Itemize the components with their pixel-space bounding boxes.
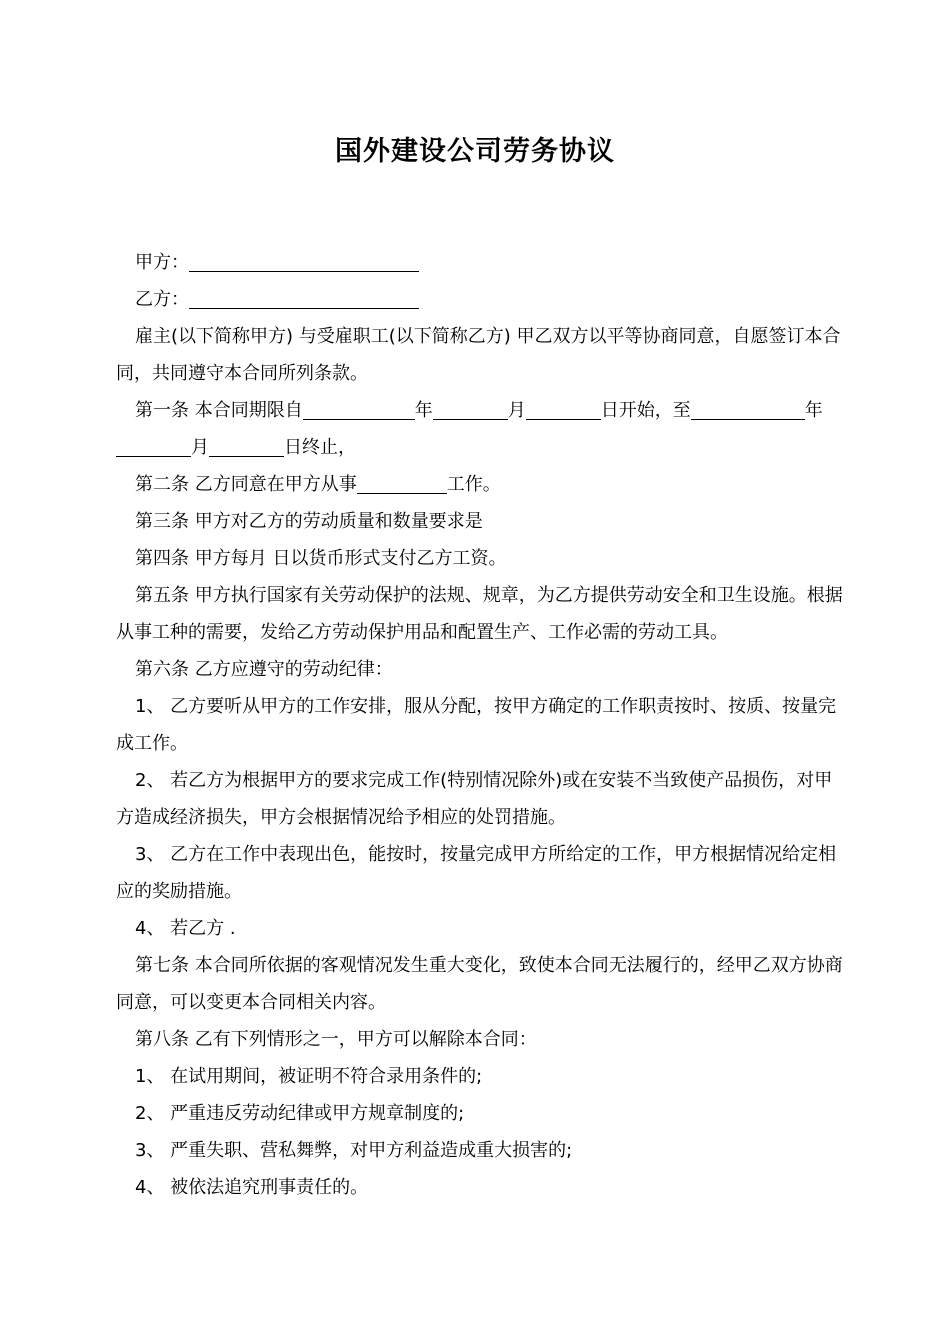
article-6-item-3: 3、 乙方在工作中表现出色，能按时，按量完成甲方所给定的工作，甲方根据情况给定相应的奖励措施。 (116, 844, 837, 902)
article-2 (116, 466, 844, 503)
article-8-item-4: 4、 被依法追究刑事责任的。 (135, 1177, 369, 1198)
article-1 (116, 392, 844, 466)
article-2-text: 第二条 乙方同意在甲方从事 (135, 474, 357, 495)
start-year-blank[interactable] (303, 397, 415, 420)
article-6: 第六条 乙方应遵守的劳动纪律： (135, 659, 393, 680)
party-b-label: 乙方： (135, 289, 189, 310)
party-a-label: 甲方： (135, 252, 189, 273)
article-8: 第八条 乙有下列情形之一，甲方可以解除本合同： (135, 1029, 537, 1050)
article-1-end-label: 日终止， (284, 437, 356, 458)
end-month-blank[interactable] (116, 434, 191, 457)
article-6-item-2: 2、 若乙方为根据甲方的要求完成工作(特别情况除外)或在安装不当致使产品损伤，对甲方造成经济损失，甲方会根据情况给予相应的处罚措施。 (116, 770, 833, 828)
article-3: 第三条 甲方对乙方的劳动质量和数量要求是 (135, 511, 483, 532)
start-month-blank[interactable] (433, 397, 508, 420)
party-a-line (116, 244, 844, 281)
start-day-blank[interactable] (526, 397, 601, 420)
party-b-blank[interactable] (189, 286, 419, 309)
article-1-month-label: 月 (507, 400, 526, 421)
intro-paragraph: 雇主(以下简称甲方) 与受雇职工(以下简称乙方) 甲乙双方以平等协商同意，自愿签订本合同，共同遵守本合同所列条款。 (116, 326, 841, 384)
article-8-item-1: 1、 在试用期间，被证明不符合录用条件的; (135, 1066, 483, 1087)
article-8-item-2: 2、 严重违反劳动纪律或甲方规章制度的; (135, 1103, 465, 1124)
article-4: 第四条 甲方每月 日以货币形式支付乙方工资。 (135, 548, 507, 569)
end-day-blank[interactable] (209, 434, 284, 457)
article-1-end-month-label: 月 (191, 437, 209, 458)
article-8-item-3: 3、 严重失职、营私舞弊，对甲方利益造成重大损害的; (135, 1140, 573, 1161)
article-5: 第五条 甲方执行国家有关劳动保护的法规、规章，为乙方提供劳动安全和卫生设施。根据从事工种的需要，发给乙方劳动保护用品和配置生产、工作必需的劳动工具。 (116, 585, 843, 643)
article-1-start-label: 日开始，至 (600, 400, 691, 421)
article-1-end-year-label: 年 (804, 400, 823, 421)
end-year-blank[interactable] (691, 397, 805, 420)
article-6-item-1: 1、 乙方要听从甲方的工作安排，服从分配，按甲方确定的工作职责按时、按质、按量完成工作。 (116, 696, 837, 754)
article-2-end: 工作。 (446, 474, 501, 495)
article-6-item-4: 4、 若乙方 . (135, 918, 236, 939)
article-1-year-label: 年 (414, 400, 433, 421)
article-1-text-start: 第一条 本合同期限自 (135, 400, 303, 421)
work-type-blank[interactable] (357, 471, 447, 494)
document-title: 国外建设公司劳务协议 (335, 136, 615, 167)
document-body (116, 244, 844, 1206)
party-a-blank[interactable] (189, 249, 419, 272)
article-7: 第七条 本合同所依据的客观情况发生重大变化，致使本合同无法履行的，经甲乙双方协商同意，可以变更本合同相关内容。 (116, 955, 843, 1013)
party-b-line (116, 281, 844, 318)
